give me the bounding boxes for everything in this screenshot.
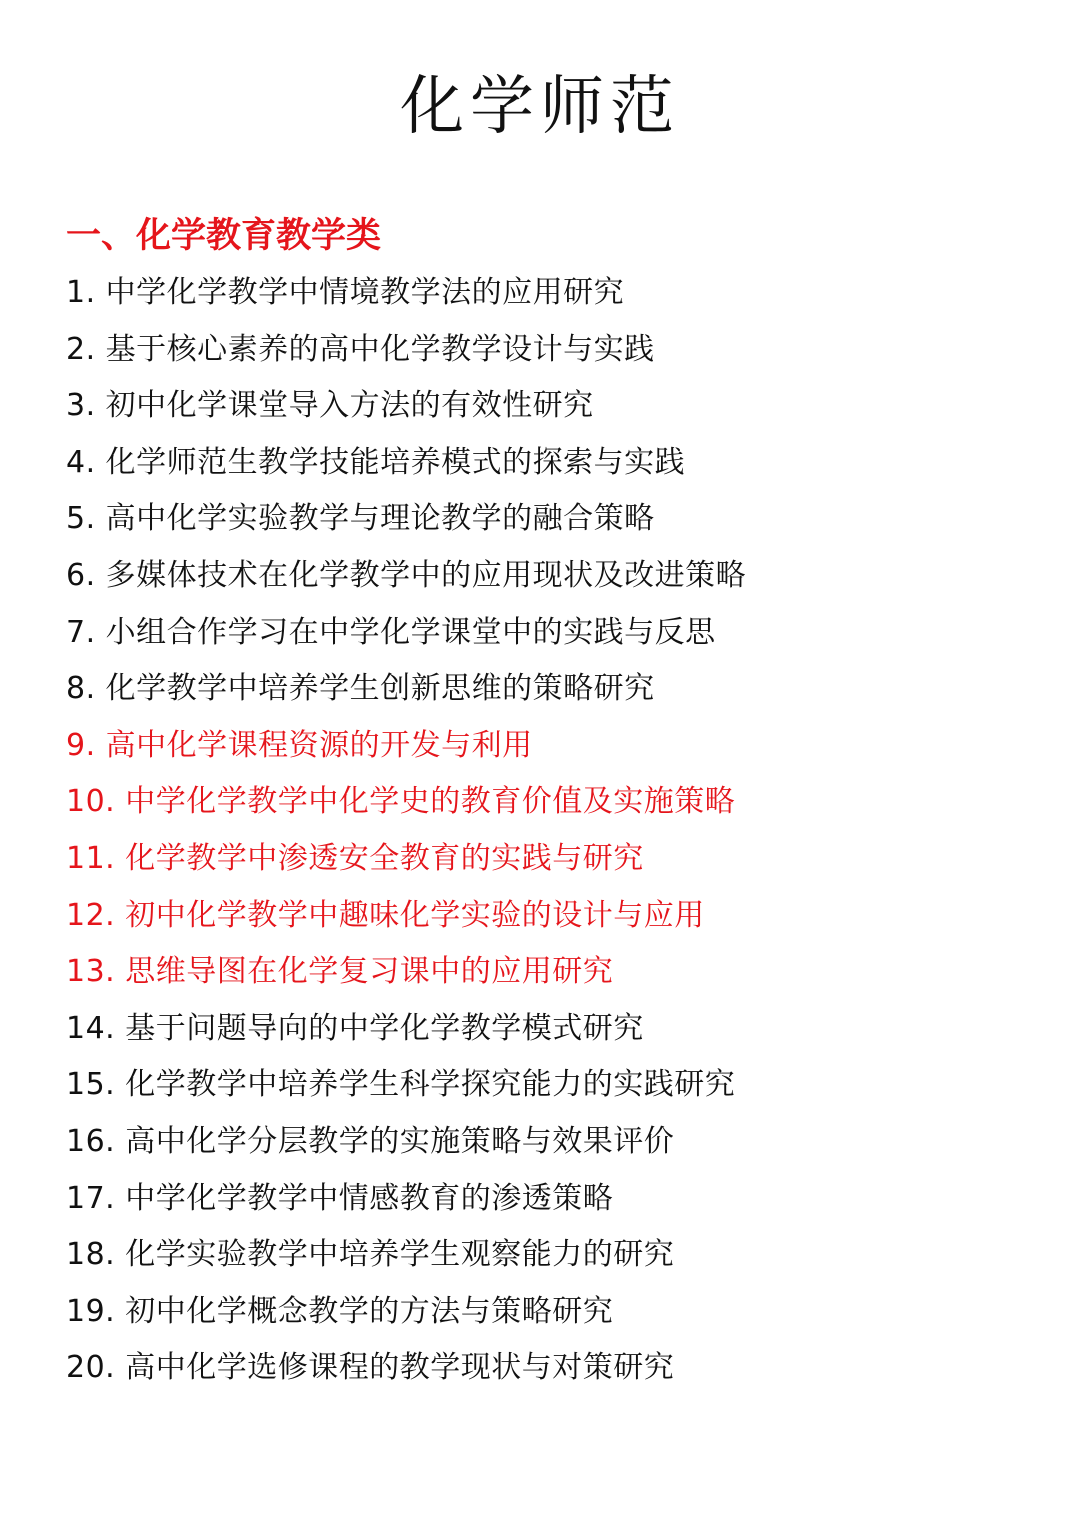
list-item: 8. 化学教学中培养学生创新思维的策略研究 xyxy=(66,671,655,707)
list-item: 1. 中学化学教学中情境教学法的应用研究 xyxy=(66,275,625,310)
list-item: 17. 中学化学教学中情感教育的渗透策略 xyxy=(66,1180,614,1216)
list-item: 20. 高中化学选修课程的教学现状与对策研究 xyxy=(66,1350,675,1386)
list-item: 7. 小组合作学习在中学化学课堂中的实践与反思 xyxy=(66,614,716,650)
list-item: 16. 高中化学分层教学的实施策略与效果评价 xyxy=(66,1123,675,1159)
page-title: 化学师范 xyxy=(400,70,680,144)
list-item: 2. 基于核心素养的高中化学教学设计与实践 xyxy=(66,331,655,367)
list-item: 11. 化学教学中渗透安全教育的实践与研究 xyxy=(66,840,644,876)
list-item: 15. 化学教学中培养学生科学探究能力的实践研究 xyxy=(66,1067,736,1103)
list-item: 4. 化学师范生教学技能培养模式的探索与实践 xyxy=(66,444,686,480)
list-item: 10. 中学化学教学中化学史的教育价值及实施策略 xyxy=(66,784,736,820)
list-item: 19. 初中化学概念教学的方法与策略研究 xyxy=(66,1293,614,1329)
list-item: 6. 多媒体技术在化学教学中的应用现状及改进策略 xyxy=(66,557,747,593)
list-item: 5. 高中化学实验教学与理论教学的融合策略 xyxy=(66,501,655,537)
list-item: 14. 基于问题导向的中学化学教学模式研究 xyxy=(66,1010,644,1046)
section-heading: 一、化学教育教学类 xyxy=(66,216,382,256)
list-item: 3. 初中化学课堂导入方法的有效性研究 xyxy=(66,388,594,424)
list-item: 12. 初中化学教学中趣味化学实验的设计与应用 xyxy=(66,897,705,933)
list-item: 9. 高中化学课程资源的开发与利用 xyxy=(66,727,533,763)
list-item: 13. 思维导图在化学复习课中的应用研究 xyxy=(66,954,614,990)
topic-list xyxy=(66,265,746,1397)
list-item: 18. 化学实验教学中培养学生观察能力的研究 xyxy=(66,1237,675,1273)
